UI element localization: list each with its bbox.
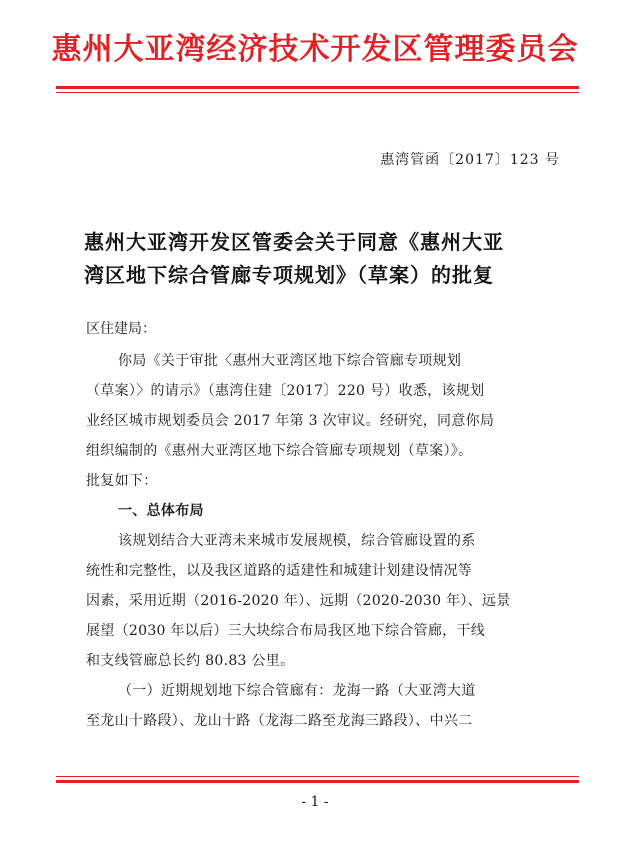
- body-line: 组织编制的《惠州大亚湾区地下综合管廊专项规划（草案）》。: [86, 443, 473, 459]
- body-line: 批复如下：: [86, 473, 158, 489]
- document-number: 惠湾管函〔2017〕123 号: [380, 152, 560, 168]
- body-line: （草案）〉的请示》（惠湾住建〔2017〕220 号）收悉，该规划: [86, 383, 485, 399]
- body-line: 至龙山十路段）、龙山十路（龙海二路至龙海三路段）、中兴二: [86, 713, 473, 729]
- section-heading: 一、总体布局: [118, 503, 204, 519]
- header-divider-thick: [56, 86, 579, 89]
- document-title: [84, 226, 564, 292]
- body-line: 业经区城市规划委员会 2017 年第 3 次审议。经研究，同意你局: [86, 413, 495, 429]
- body-line: 你局《关于审批〈惠州大亚湾区地下综合管廊专项规划: [118, 353, 462, 369]
- footer-divider-thin: [56, 776, 579, 777]
- title-line: 湾区地下综合管廊专项规划》（草案）的批复: [84, 263, 494, 287]
- header-divider-thin: [56, 92, 579, 93]
- body-line: 和支线管廊总长约 80.83 公里。: [86, 653, 295, 669]
- title-line: 惠州大亚湾开发区管委会关于同意《惠州大亚: [84, 230, 504, 254]
- body-line: 展望（2030 年以后）三大块综合布局我区地下综合管廊，干线: [86, 623, 486, 639]
- issuing-org-header: 惠州大亚湾经济技术开发区管理委员会: [51, 32, 579, 67]
- page-number: - 1 -: [301, 794, 329, 810]
- body-line: 该规划结合大亚湾未来城市发展规模，综合管廊设置的系: [118, 533, 476, 549]
- body-line: 因素，采用近期（2016-2020 年）、远期（2020-2030 年）、远景: [86, 593, 511, 609]
- salutation: 区住建局：: [86, 321, 156, 337]
- document-body: [86, 346, 564, 736]
- body-line: （一）近期规划地下综合管廊有：龙海一路（大亚湾大道: [118, 683, 476, 699]
- footer-divider-thick: [56, 780, 579, 783]
- body-line: 统性和完整性，以及我区道路的适建性和城建计划建设情况等: [86, 563, 473, 579]
